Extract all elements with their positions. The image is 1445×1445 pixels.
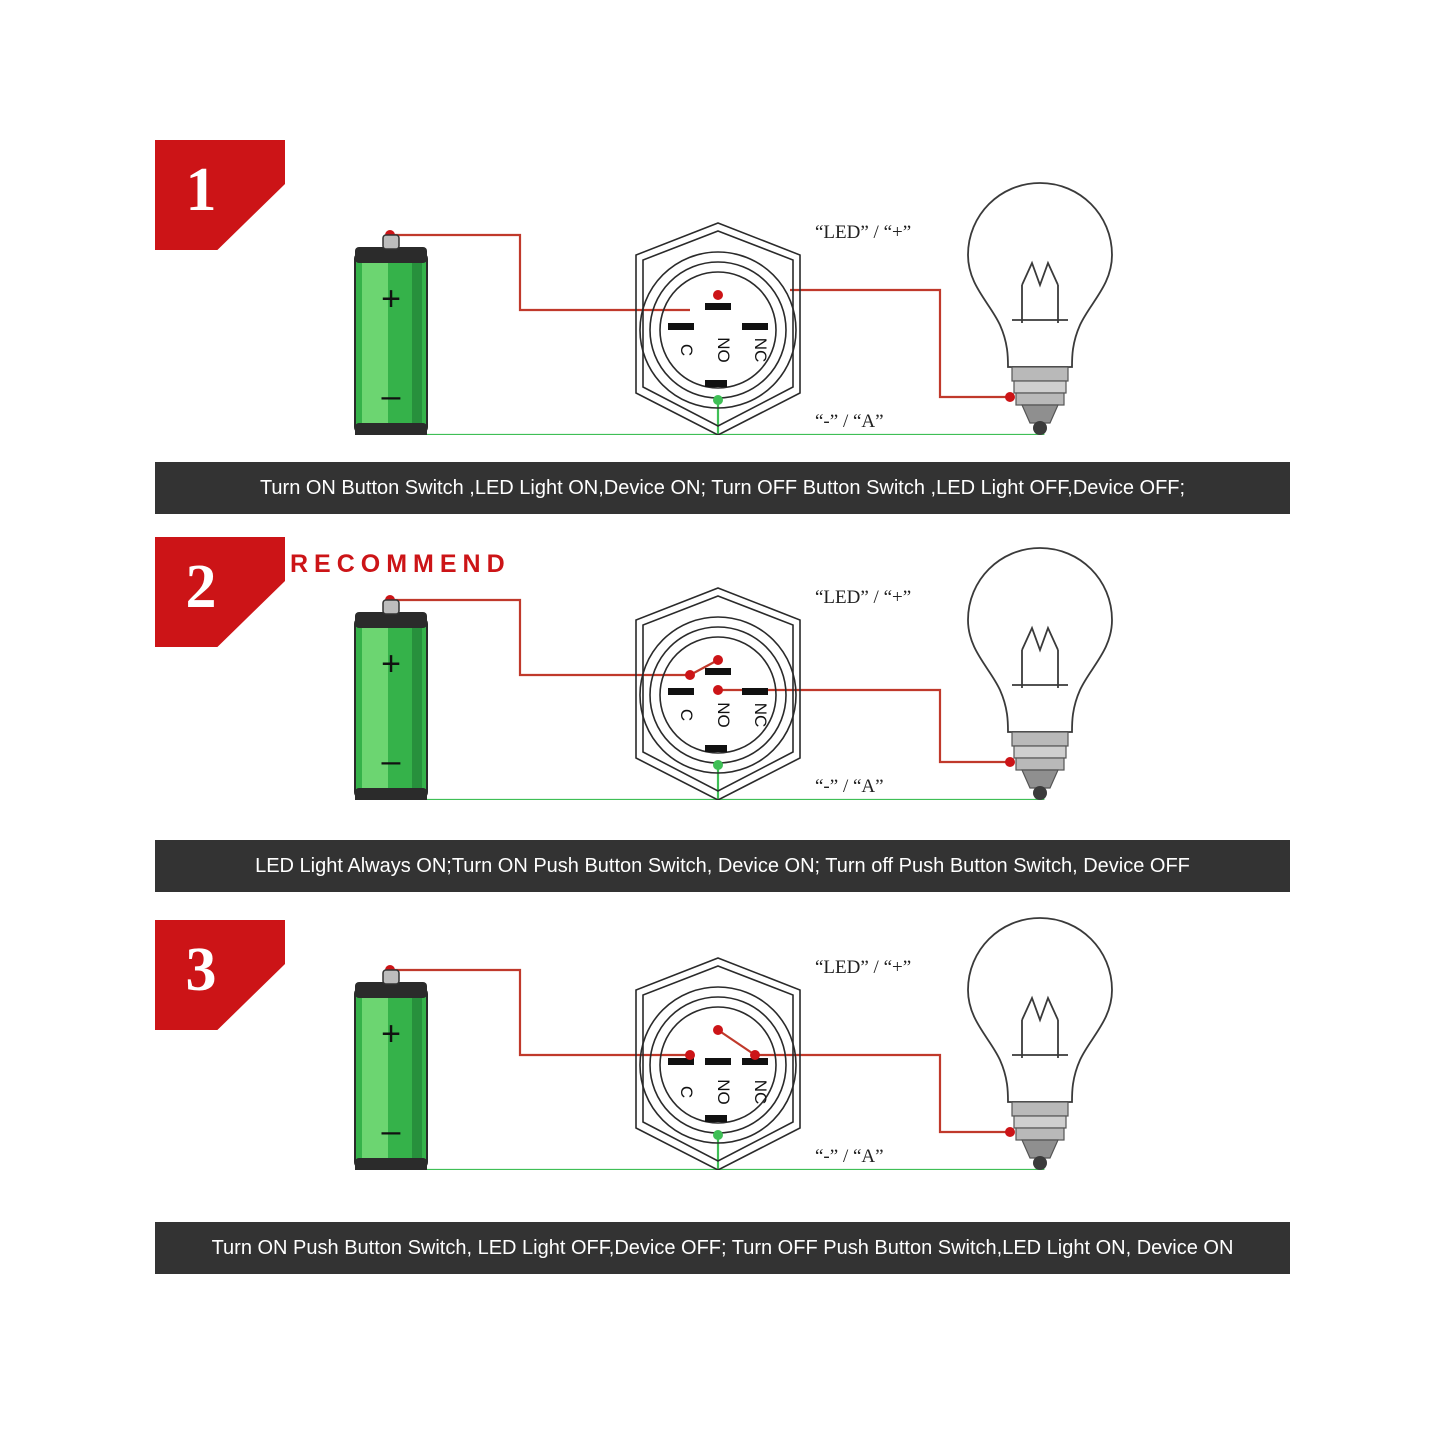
light-bulb-1 [968,183,1112,367]
step-number-3: 3 [185,936,217,1004]
switch-bottom-label-1: “-” / “A” [815,411,884,432]
step-number-1: 1 [185,156,217,224]
bulb-base-3 [1005,1102,1068,1170]
light-bulb-3 [968,918,1112,1102]
battery-plus-2: + [381,645,401,683]
terminal-label-c-2: C [677,708,696,722]
diagram-1-svg [0,135,1445,435]
battery-plus-3: + [381,1015,401,1053]
switch-bottom-label-2: “-” / “A” [815,776,884,797]
diagram-2 [0,500,1445,800]
battery-minus-1: – [381,377,401,415]
battery-3 [355,970,427,1170]
terminal-label-no-1: NO [714,337,733,363]
terminal-label-no-3: NO [714,1079,733,1105]
switch-top-label-1: “LED” / “+” [815,222,912,243]
terminal-label-c-3: C [677,1085,696,1099]
battery-minus-2: – [381,742,401,780]
diagram-3-svg [0,870,1445,1170]
wire-red-internal-3 [718,1030,755,1055]
terminal-label-no-2: NO [714,702,733,728]
caption-step-1: Turn ON Button Switch ,LED Light ON,Device ON; Turn OFF Button Switch ,LED Light OFF,Device OFF; [155,462,1290,514]
switch-top-label-3: “LED” / “+” [815,957,912,978]
caption-step-3: Turn ON Push Button Switch, LED Light OFF,Device OFF; Turn OFF Push Button Switch,LED Light ON, Device ON [155,1222,1290,1274]
step-number-2: 2 [185,553,217,621]
diagram-2-svg [0,500,1445,800]
bulb-base-1 [1005,367,1068,435]
recommend-badge: RECOMMEND [290,550,511,578]
battery-minus-3: – [381,1112,401,1150]
bulb-base-2 [1005,732,1068,800]
battery-plus-1: + [381,280,401,318]
wire-green-ground [390,400,718,435]
diagram-1 [0,135,1445,435]
caption-step-2: LED Light Always ON;Turn ON Push Button Switch, Device ON; Turn off Push Button Switch, Device OFF [155,840,1290,892]
wire-red-battery-to-switch-3 [390,970,690,1055]
switch-top-label-2: “LED” / “+” [815,587,912,608]
battery-1 [355,235,427,435]
wire-red-switch-to-bulb [790,290,1010,397]
terminal-label-c-1: C [677,343,696,357]
wire-red-battery-to-switch [390,235,690,310]
terminal-label-nc-2: NC [751,702,770,728]
light-bulb-2 [968,548,1112,732]
battery-2 [355,600,427,800]
terminal-label-nc-3: NC [751,1079,770,1105]
wire-red-battery-to-switch-2 [390,600,690,675]
terminal-label-nc-1: NC [751,337,770,363]
diagram-3 [0,870,1445,1170]
switch-bottom-label-3: “-” / “A” [815,1146,884,1167]
